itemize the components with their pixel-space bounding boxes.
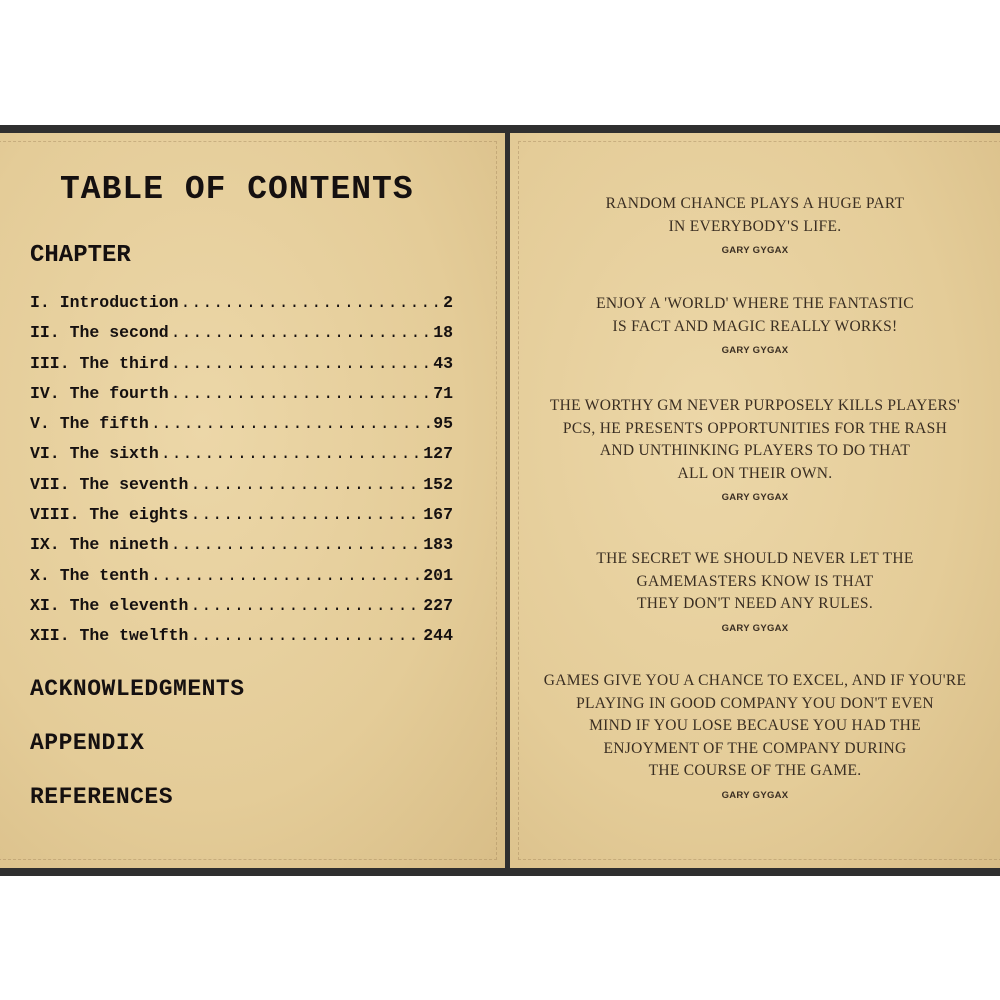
toc-entry xyxy=(30,566,453,596)
toc-entry-page: 201 xyxy=(423,565,453,585)
leader-dots xyxy=(161,444,422,463)
toc-entry-label: V. The fifth xyxy=(30,414,149,434)
quote-line: GAMES GIVE YOU A CHANCE TO EXCEL, AND IF YOU'RE xyxy=(543,672,967,689)
toc-entry xyxy=(30,444,453,474)
toc-entry-label: VII. The seventh xyxy=(30,474,189,494)
leader-dots xyxy=(190,475,421,494)
toc-entry-label: I. Introduction xyxy=(30,293,179,312)
leader-dots xyxy=(171,384,432,403)
quote-author: GARY GYGAX xyxy=(721,245,789,256)
toc-title: TABLE OF CONTENTS xyxy=(60,171,414,208)
toc-entry-page: 2 xyxy=(443,293,453,312)
toc-entry-page: 183 xyxy=(423,535,453,555)
quote-line: IN EVERYBODY'S LIFE. xyxy=(668,217,842,235)
quote xyxy=(480,395,1000,510)
quote-author: GARY GYGAX xyxy=(721,789,789,801)
quote-line: THE COURSE OF THE GAME. xyxy=(648,762,862,779)
toc-entry xyxy=(30,323,453,353)
toc-entry xyxy=(30,535,453,565)
toc-entry-label: IX. The nineth xyxy=(30,535,169,555)
toc-entry-page: 18 xyxy=(433,323,453,343)
toc-entry-label: VI. The sixth xyxy=(30,444,159,464)
toc-list xyxy=(30,293,453,657)
toc-entry xyxy=(30,414,453,444)
leader-dots xyxy=(151,414,431,433)
quote xyxy=(480,293,1000,363)
quote xyxy=(480,670,1000,807)
section-acknowledgments: ACKNOWLEDGMENTS xyxy=(30,676,245,702)
left-page xyxy=(0,133,505,868)
quote-line: GAMEMASTERS KNOW IS THAT xyxy=(636,572,874,590)
section-appendix: APPENDIX xyxy=(30,730,145,756)
toc-entry xyxy=(30,293,453,323)
section-references: REFERENCES xyxy=(30,784,174,810)
leader-dots xyxy=(171,535,422,554)
leader-dots xyxy=(171,323,432,342)
toc-entry-label: III. The third xyxy=(30,353,169,373)
toc-entry-page: 71 xyxy=(433,383,453,403)
quote-author: GARY GYGAX xyxy=(721,345,789,356)
leader-dots xyxy=(151,566,421,585)
quote-line: THE WORTHY GM NEVER PURPOSELY KILLS PLAYERS' xyxy=(549,397,961,414)
toc-entry-page: 227 xyxy=(423,595,453,615)
toc-entry-page: 167 xyxy=(423,505,453,525)
leader-dots xyxy=(181,293,442,312)
quote-line: ALL ON THEIR OWN. xyxy=(677,464,833,482)
quote-line: PLAYING IN GOOD COMPANY YOU DON'T EVEN xyxy=(576,694,934,712)
toc-entry-label: VIII. The eights xyxy=(30,505,189,525)
toc-entry-page: 152 xyxy=(423,474,453,494)
toc-entry-label: XII. The twelfth xyxy=(30,626,189,646)
quote-line: MIND IF YOU LOSE BECAUSE YOU HAD THE xyxy=(589,717,921,734)
toc-entry xyxy=(30,475,453,505)
toc-entry-label: IV. The fourth xyxy=(30,383,169,403)
toc-entry xyxy=(30,626,453,656)
toc-entry-page: 127 xyxy=(423,444,453,464)
toc-entry-page: 95 xyxy=(433,414,453,434)
chapter-heading: CHAPTER xyxy=(30,242,131,269)
quote-line: THE SECRET WE SHOULD NEVER LET THE xyxy=(596,550,914,567)
quote-author: GARY GYGAX xyxy=(721,622,789,634)
quote-line: ENJOYMENT OF THE COMPANY DURING xyxy=(603,739,907,757)
toc-entry-label: X. The tenth xyxy=(30,565,149,585)
toc-entry xyxy=(30,354,453,384)
toc-entry-label: II. The second xyxy=(30,323,169,343)
quote xyxy=(480,548,1000,640)
leader-dots xyxy=(190,505,421,524)
toc-entry xyxy=(30,596,453,626)
quote-line: THEY DON'T NEED ANY RULES. xyxy=(636,595,874,612)
leader-dots xyxy=(190,626,421,645)
leader-dots xyxy=(190,596,421,615)
toc-entry xyxy=(30,384,453,414)
quote-line: AND UNTHINKING PLAYERS TO DO THAT xyxy=(599,442,911,459)
quote-author: GARY GYGAX xyxy=(721,492,789,503)
leader-dots xyxy=(171,354,432,373)
quote xyxy=(480,193,1000,263)
quote-line: ENJOY A 'WORLD' WHERE THE FANTASTIC xyxy=(596,295,914,312)
right-page xyxy=(510,133,1000,868)
quote-line: IS FACT AND MAGIC REALLY WORKS! xyxy=(612,317,898,335)
toc-entry-label: XI. The eleventh xyxy=(30,595,189,615)
quote-line: RANDOM CHANCE PLAYS A HUGE PART xyxy=(605,195,905,212)
quote-line: PCS, HE PRESENTS OPPORTUNITIES FOR THE RASH xyxy=(562,419,948,437)
toc-entry-page: 43 xyxy=(433,353,453,373)
toc-entry-page: 244 xyxy=(423,626,453,646)
toc-entry xyxy=(30,505,453,535)
